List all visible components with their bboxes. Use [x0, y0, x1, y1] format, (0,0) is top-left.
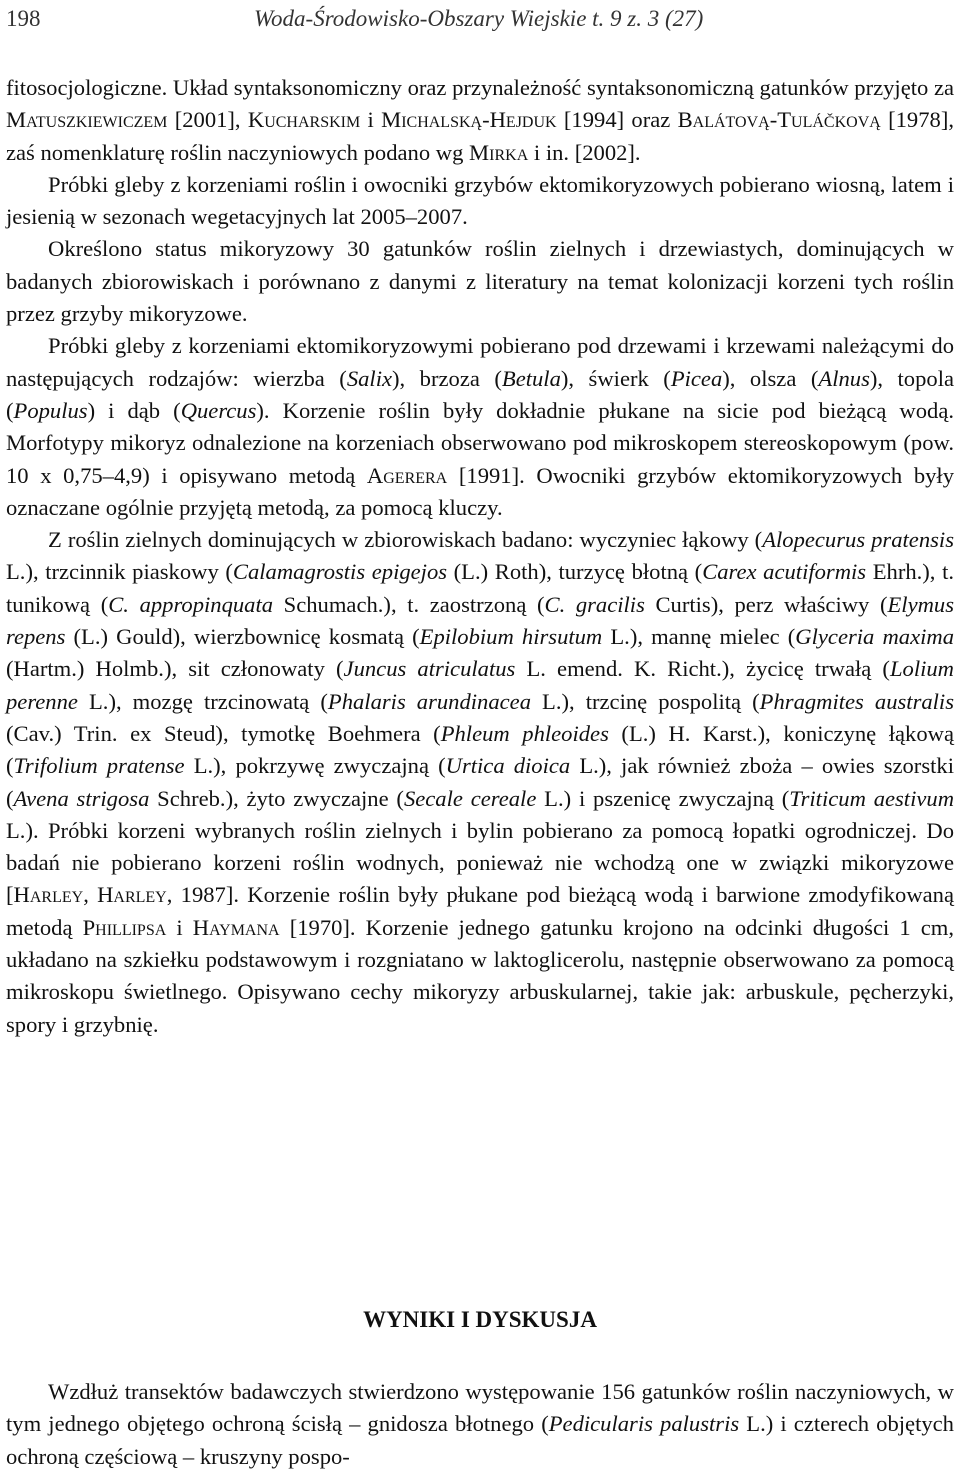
text-run: fitosocjologiczne. Układ syntaksonomiczny oraz przynależność syntaksonomiczną gatunków przyjęto za: [6, 75, 955, 100]
author-name: Balátovą-Tuláčkovą: [677, 107, 881, 133]
text-run: ), olsza (: [722, 365, 819, 391]
author-name: Harley: [97, 882, 167, 908]
text-run: (L.) Gould), wierzbownicę kosmatą (: [65, 624, 420, 650]
text-run: L.), mozgę trzcinowatą (: [77, 688, 328, 714]
latin-name: Secale cereale: [403, 785, 537, 811]
text-run: Wzdłuż transektów badawczych stwierdzono występowanie 156 gatunków roślin naczyniowych, w tym jednego objętego ochroną ścisłą – gnidosza błotnego (: [6, 1379, 954, 1437]
author-name: Mirka: [469, 139, 529, 165]
text-run: [1991]. Owocniki grzybów ektomikoryzowych były oznaczane ogólnie przyjętą metodą, za pomocą kluczy.: [6, 462, 955, 520]
latin-name: Urtica dioica: [445, 753, 571, 779]
text-run: L.) i czterech objętych ochroną częściową – kruszyny pospo-: [6, 1411, 954, 1469]
paragraph: [6, 233, 954, 330]
latin-name: Carex acutiformis: [702, 559, 867, 585]
latin-name: Lolium perenne: [6, 656, 954, 714]
text-run: Próbki gleby z korzeniami roślin i owocniki grzybów ektomikoryzowych pobierano wiosną, latem i jesienią w sezonach wegetacyjnych lat 2005–2007.: [6, 171, 954, 230]
text-run: [1978], zaś nomenklaturę roślin naczyniowych podano wg: [6, 107, 954, 165]
text-run: ), topola (: [6, 365, 955, 423]
text-run: Ehrh.), t. tunikową (: [6, 559, 954, 617]
paragraph: [6, 330, 954, 524]
text-run: [1994] oraz: [556, 107, 678, 133]
text-run: i: [166, 914, 193, 940]
text-run: L.), jak również zboża – owies szorstki (: [6, 753, 954, 811]
latin-name: Elymus repens: [6, 591, 954, 650]
latin-name: Alopecurus pratensis: [762, 527, 954, 553]
text-run: (Cav.) Trin. ex Steud), tymotkę Boehmera (: [6, 720, 441, 746]
text-run: i in. [2002].: [528, 139, 641, 165]
latin-name: Phleum phleoides: [440, 720, 609, 746]
latin-name: Avena strigosa: [13, 785, 150, 811]
paragraph: [6, 169, 954, 234]
author-name: Matuszkiewiczem: [6, 107, 168, 133]
text-run: ,: [83, 882, 98, 908]
text-run: ), świerk (: [560, 365, 671, 391]
paragraph: [6, 72, 954, 169]
section-title: WYNIKI I DYSKUSJA: [363, 1307, 597, 1332]
latin-name: Glyceria maxima: [795, 624, 954, 650]
author-name: Kucharskim: [247, 107, 361, 133]
latin-name: Populus: [13, 397, 88, 423]
latin-name: C. appropinquata: [108, 591, 274, 617]
latin-name: Epilobium hirsutum: [419, 624, 603, 650]
text-run: L.), trzcinę pospolitą (: [531, 688, 760, 714]
text-run: ) i dąb (: [87, 397, 181, 423]
latin-name: C. gracilis: [544, 591, 645, 617]
results-text: [6, 1376, 954, 1473]
latin-name: Trifolium pratense: [13, 753, 185, 779]
author-name: Harley: [13, 882, 84, 908]
latin-name: Betula: [501, 365, 561, 391]
author-name: Phillipsa: [82, 914, 167, 940]
text-run: Z roślin zielnych dominujących w zbiorowiskach badano: wyczyniec łąkowy (: [48, 527, 763, 553]
author-name: Agerera: [366, 462, 448, 488]
text-run: L.). Próbki korzeni wybranych roślin zielnych i bylin pobierano za pomocą łopatki ogrodniczej. Do badań nie pobierano korzeni roślin wodnych, ponieważ nie wchodzą one w związki mikoryzowe [: [6, 817, 954, 908]
latin-name: Phalaris arundinacea: [327, 688, 531, 714]
text-run: , 1987]. Korzenie roślin były płukane pod bieżącą wodą i barwione zmodyfikowaną metodą: [6, 882, 954, 940]
author-name: Michalską-Hejduk: [381, 107, 557, 133]
latin-name: Picea: [670, 365, 723, 391]
text-run: L.), pokrzywę zwyczajną (: [184, 753, 446, 779]
text-run: Schumach.), t. zaostrzoną (: [273, 591, 545, 617]
latin-name: Alnus: [818, 365, 870, 391]
text-run: Określono status mikoryzowy 30 gatunków roślin zielnych i drzewiastych, dominujących w badanych zbiorowiskach i porównano z danymi z literatury na temat kolonizacji korzeni tych roślin przez grzyby mikoryzowe.: [6, 236, 954, 327]
methods-text: [6, 72, 954, 1041]
text-run: [2001],: [167, 107, 248, 133]
running-header: [6, 4, 954, 40]
text-run: (L.) H. Karst.), koniczynę łąkową (: [6, 720, 954, 779]
latin-name: Juncus atriculatus: [343, 656, 516, 682]
text-run: ), brzoza (: [392, 365, 502, 391]
text-run: Curtis), perz właściwy (: [644, 591, 888, 617]
text-run: i: [360, 107, 382, 133]
text-run: L.), mannę mielec (: [602, 624, 796, 650]
text-run: [1970]. Korzenie jednego gatunku krojono na odcinki długości 1 cm, układano na szkiełku podstawowym i rozgniatano w laktoglicerolu, następnie obserwowano za pomocą mikroskopu świetlnego. Opisywano cechy mikoryzy arbuskularnej, takie jak: arbuskule, pęcherzyki, spory i grzybnię.: [6, 914, 954, 1037]
paragraph: [6, 1376, 954, 1473]
text-run: L.) i pszenicę zwyczajną (: [536, 785, 790, 811]
latin-name: Pedicularis palustris: [548, 1411, 740, 1437]
latin-name: Triticum aestivum: [789, 785, 955, 811]
text-run: L.), trzcinnik piaskowy (: [6, 559, 233, 585]
journal-title: Woda-Środowisko-Obszary Wiejskie t. 9 z. 3 (27): [254, 6, 704, 31]
latin-name: Calamagrostis epigejos: [232, 559, 448, 585]
text-run: (L.) Roth), turzycę błotną (: [447, 559, 703, 585]
page-number: 198: [6, 6, 41, 31]
text-run: (Hartm.) Holmb.), sit członowaty (: [6, 656, 344, 682]
text-run: Próbki gleby z korzeniami ektomikoryzowymi pobierano pod drzewami i krzewami należącymi do następujących rodzajów: wierzba (: [6, 333, 954, 391]
paragraph: [6, 524, 954, 1041]
latin-name: Quercus: [180, 397, 257, 423]
text-run: Schreb.), żyto zwyczajne (: [149, 785, 404, 811]
latin-name: Phragmites australis: [759, 688, 955, 714]
text-run: L. emend. K. Richt.), życicę trwałą (: [515, 656, 890, 682]
text-run: ). Korzenie roślin były dokładnie płukane na sicie pod bieżącą wodą. Morfotypy mikoryz odnalezione na korzeniach obserwowano pod mikroskopem stereoskopowym (pow. 10 x 0,75–4,9) i opisywano metodą: [6, 397, 954, 488]
latin-name: Salix: [346, 365, 393, 391]
author-name: Haymana: [192, 914, 280, 940]
